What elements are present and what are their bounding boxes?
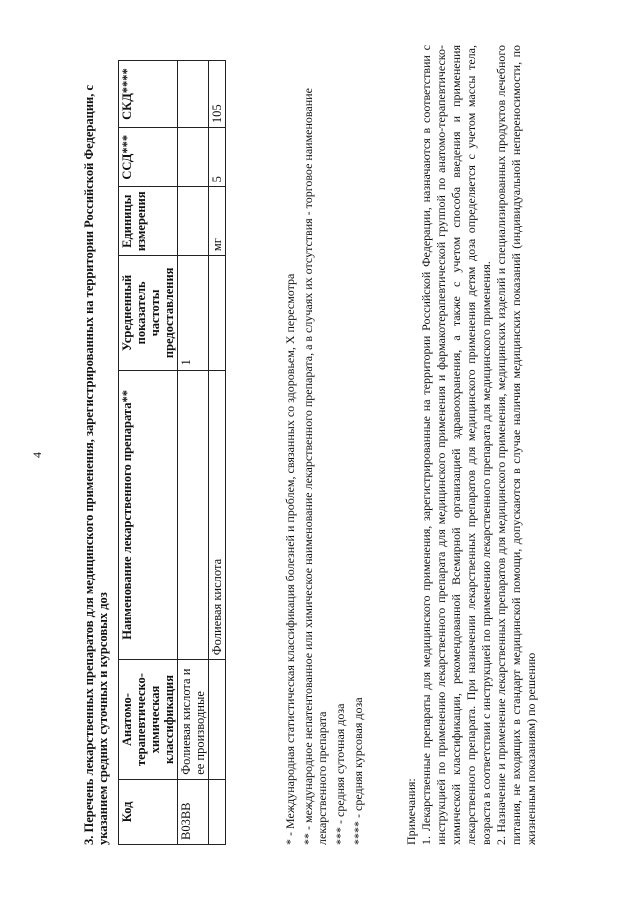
cell-frequency xyxy=(209,256,226,370)
cell-skd xyxy=(178,61,209,128)
cell-code: B03BB xyxy=(178,779,209,844)
cell-drug-name: Фолиевая кислота xyxy=(209,370,226,660)
notes-heading: Примечания: xyxy=(404,778,418,845)
table-row xyxy=(178,61,209,845)
cell-atc xyxy=(209,660,226,780)
footnotes xyxy=(283,55,369,845)
header-ssd: ССД*** xyxy=(119,128,178,187)
header-skd: СКД**** xyxy=(119,61,178,128)
footnote-4: **** - средняя курсовая доза xyxy=(351,697,365,845)
cell-ssd: 5 xyxy=(209,128,226,187)
cell-ssd xyxy=(178,128,209,187)
header-drug-name: Наименование лекарственного препарата** xyxy=(119,370,178,660)
header-code: Код xyxy=(119,779,178,844)
table-header-row xyxy=(119,61,178,845)
footnote-1: * - Международная статистическая классификация болезней и проблем, связанных со здоровьем, X пересмотра xyxy=(283,273,297,845)
cell-drug-name xyxy=(178,370,209,660)
note-1: 1. Лекарственные препараты для медицинского применения, зарегистрированные на территории Российской Федерации, назначаются в соответствии с инструкцией по применению лекарственного препарата для медицинского применения и фармакотерапевтической группой по анатомо-терапевтическо-химической классификации, рекомендованной Всемирной организацией здравоохранения, а также с учетом способа введения и применения лекарственного препарата. При назначении лекарственных препаратов для медицинского применения детям доза определяется с учетом массы тела, возраста в соответствии с инструкцией по применению лекарственного препарата для медицинского применения. xyxy=(419,45,493,845)
cell-frequency: 1 xyxy=(178,256,209,370)
cell-unit xyxy=(178,187,209,256)
note-2: 2. Назначение и применение лекарственных препаратов для медицинского применения, медицинских изделий и специализированных продуктов лечебного питания, не входящих в стандарт медицинской помощи, допускаются в случае наличия медицинских показаний (индивидуальной непереносимости, по жизненным показаниям) по решению xyxy=(494,45,538,845)
section-title: 3. Перечень лекарственных препаратов для медицинского применения, зарегистрированных на территории Российской Федерации, с указанием средних суточных и курсовых доз xyxy=(82,84,110,845)
cell-unit: мг xyxy=(209,187,226,256)
medications-table xyxy=(118,60,226,845)
cell-skd: 105 xyxy=(209,61,226,128)
footnote-3: *** - средняя суточная доза xyxy=(333,703,347,845)
page-number: 4 xyxy=(30,452,44,458)
footnote-2: ** - международное непатентованное или химическое наименование лекарственного препарата, а в случаях их отсутствия - торговое наименование лекарственного препарата xyxy=(301,88,329,845)
notes xyxy=(404,45,539,845)
cell-atc: Фолиевая кислота и ее производные xyxy=(178,660,209,780)
cell-code xyxy=(209,779,226,844)
header-atc: Анатомо-терапевтическо-химическая классификация xyxy=(119,660,178,780)
header-frequency: Усредненный показатель частоты предоставления xyxy=(119,256,178,370)
header-unit: Единицы измерения xyxy=(119,187,178,256)
table-row xyxy=(209,61,226,845)
